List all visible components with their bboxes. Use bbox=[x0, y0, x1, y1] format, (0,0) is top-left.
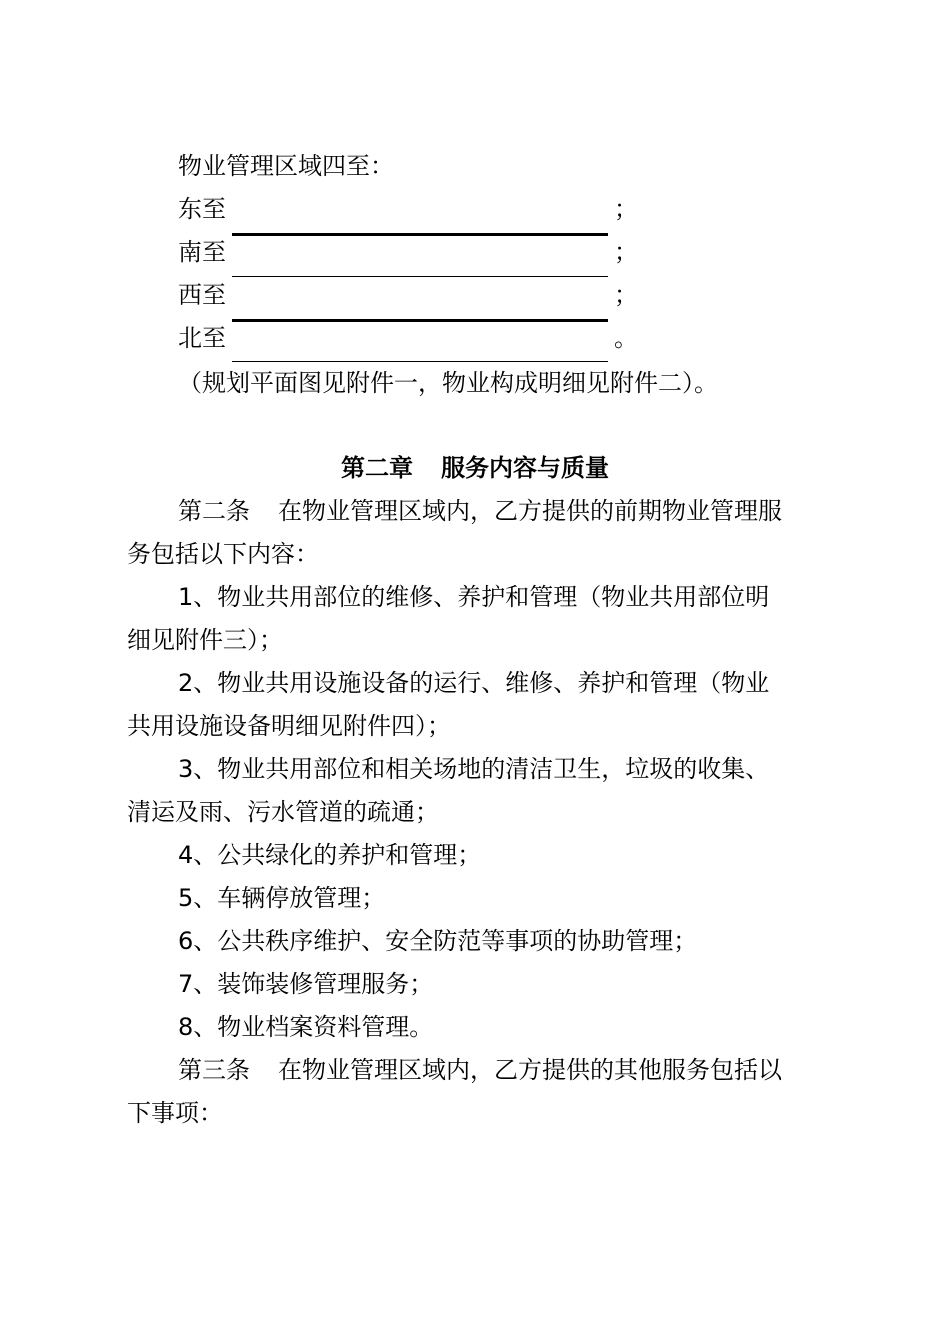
boundary-note: （规划平面图见附件一，物业构成明细见附件二）。 bbox=[178, 369, 718, 397]
item-4: 4、公共绿化的养护和管理； bbox=[178, 841, 482, 869]
article3-text: 在物业管理区域内，乙方提供的其他服务包括以 bbox=[278, 1056, 782, 1084]
article2-line2: 务包括以下内容： bbox=[127, 540, 319, 568]
chapter-number: 第二章 bbox=[341, 454, 413, 482]
item-5: 5、车辆停放管理； bbox=[178, 884, 386, 912]
boundary-west-blank bbox=[232, 319, 608, 322]
item-7: 7、装饰装修管理服务； bbox=[178, 970, 434, 998]
boundary-south-label: 南至 bbox=[178, 238, 226, 266]
boundary-west bbox=[178, 280, 638, 310]
item-6: 6、公共秩序维护、安全防范等事项的协助管理； bbox=[178, 927, 698, 955]
boundary-north-label: 北至 bbox=[178, 324, 226, 352]
boundary-north-end: 。 bbox=[614, 324, 638, 352]
boundary-north bbox=[178, 323, 638, 353]
chapter-title: 服务内容与质量 bbox=[441, 454, 609, 482]
boundary-south-end: ； bbox=[614, 238, 638, 266]
article3-line1 bbox=[178, 1055, 782, 1085]
chapter-heading bbox=[0, 453, 950, 483]
item-3-line1: 3、物业共用部位和相关场地的清洁卫生，垃圾的收集、 bbox=[178, 755, 770, 783]
boundary-south-blank bbox=[232, 276, 608, 277]
article3-number: 第三条 bbox=[178, 1056, 250, 1084]
boundary-west-end: ； bbox=[614, 281, 638, 309]
boundary-east bbox=[178, 194, 638, 224]
boundary-south bbox=[178, 237, 638, 267]
item-2-line2: 共用设施设备明细见附件四）； bbox=[127, 712, 451, 740]
article3-line2: 下事项： bbox=[127, 1099, 223, 1127]
boundary-north-blank bbox=[232, 361, 608, 362]
item-2-line1: 2、物业共用设施设备的运行、维修、养护和管理（物业 bbox=[178, 669, 770, 697]
item-1-line2: 细见附件三）； bbox=[127, 626, 283, 654]
boundary-east-blank bbox=[232, 233, 608, 236]
item-8: 8、物业档案资料管理。 bbox=[178, 1013, 434, 1041]
boundary-east-end: ； bbox=[614, 195, 638, 223]
article2-line1 bbox=[178, 496, 782, 526]
article2-number: 第二条 bbox=[178, 497, 250, 525]
boundary-west-label: 西至 bbox=[178, 281, 226, 309]
boundary-east-label: 东至 bbox=[178, 195, 226, 223]
item-3-line2: 清运及雨、污水管道的疏通； bbox=[127, 798, 439, 826]
item-1-line1: 1、物业共用部位的维修、养护和管理（物业共用部位明 bbox=[178, 583, 770, 611]
article2-text: 在物业管理区域内，乙方提供的前期物业管理服 bbox=[278, 497, 782, 525]
boundary-intro: 物业管理区域四至： bbox=[178, 152, 394, 180]
